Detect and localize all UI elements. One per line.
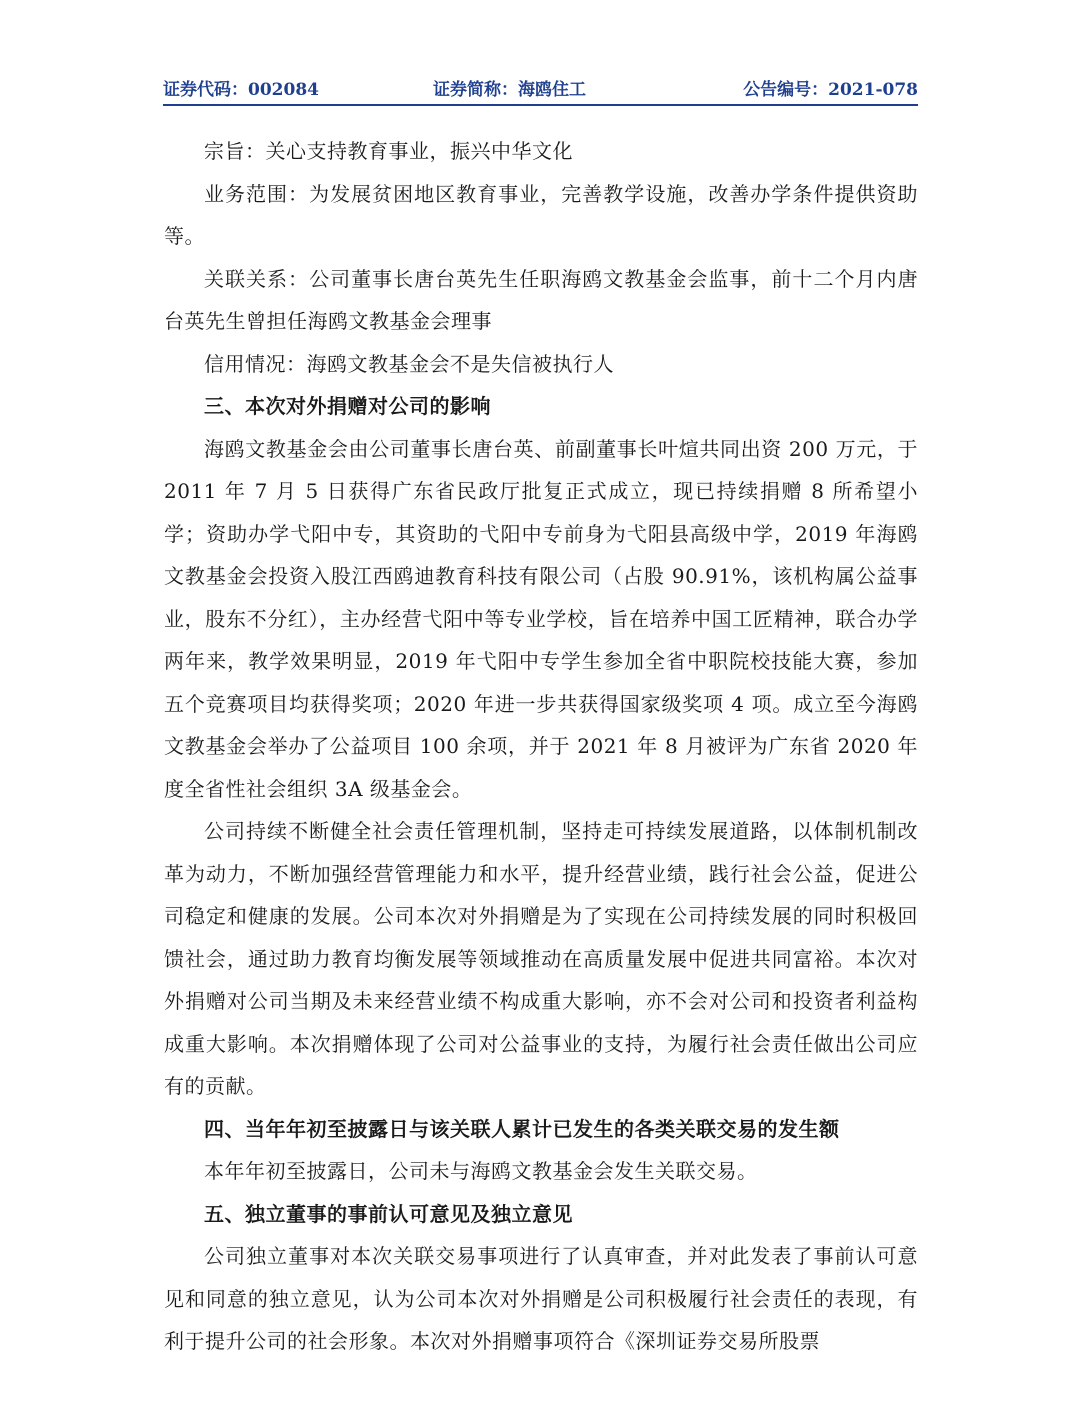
section-3-paragraph-2: 公司持续不断健全社会责任管理机制，坚持走可持续发展道路，以体制机制改革为动力，不断加强经营管理能力和水平，提升经营业绩，践行社会公益，促进公司稳定和健康的发展。公司本次对外捐赠是为了实现在公司持续发展的同时积极回馈社会，通过助力教育均衡发展等领域推动在高质量发展中促进共同富裕。本次对外捐赠对公司当期及未来经营业绩不构成重大影响，亦不会对公司和投资者利益构成重大影响。本次捐赠体现了公司对公益事业的支持，为履行社会责任做出公司应有的贡献。 xyxy=(164,819,918,1098)
section-4-paragraph-1: 本年年初至披露日，公司未与海鸥文教基金会发生关联交易。 xyxy=(204,1159,758,1183)
section-5-heading: 五、独立董事的事前认可意见及独立意见 xyxy=(204,1201,573,1226)
section-3-paragraph-1: 海鸥文教基金会由公司董事长唐台英、前副董事长叶煊共同出资 200 万元，于 2011 年 7 月 5 日获得广东省民政厅批复正式成立，现已持续捐赠 8 所希望小学；资助办学弋阳中专，其资助的弋阳中专前身为弋阳县高级中学，2019 年海鸥文教基金会投资入股江西鸥迪教育科技有限公司（占股 90.91%，该机构属公益事业，股东不分红），主办经营弋阳中等专业学校，旨在培养中国工匠精神，联合办学两年来，教学效果明显，2019 年弋阳中专学生参加全省中职院校技能大赛，参加五个竞赛项目均获得奖项；2020 年进一步共获得国家级奖项 4 项。成立至今海鸥文教基金会举办了公益项目 100 余项，并于 2021 年 8 月被评为广东省 2020 年度全省性社会组织 3A 级基金会。 xyxy=(164,436,918,801)
purpose-paragraph: 宗旨：关心支持教育事业，振兴中华文化 xyxy=(204,139,573,163)
section-4-heading: 四、当年年初至披露日与该关联人累计已发生的各类关联交易的发生额 xyxy=(204,1116,840,1141)
page-header xyxy=(163,78,918,106)
business-scope-paragraph: 业务范围：为发展贫困地区教育事业，完善教学设施，改善办学条件提供资助等。 xyxy=(164,181,918,248)
stock-code: 证券代码：002084 xyxy=(163,80,319,100)
announcement-number: 公告编号：2021-078 xyxy=(743,80,918,100)
credit-paragraph: 信用情况：海鸥文教基金会不是失信被执行人 xyxy=(204,351,614,376)
section-5-paragraph-1: 公司独立董事对本次关联交易事项进行了认真审查，并对此发表了事前认可意见和同意的独立意见，认为公司本次对外捐赠是公司积极履行社会责任的表现，有利于提升公司的社会形象。本次对外捐赠事项符合《深圳证券交易所股票 xyxy=(164,1244,918,1353)
section-3-heading: 三、本次对外捐赠对公司的影响 xyxy=(204,394,491,418)
document-body xyxy=(164,130,918,1363)
stock-short-name: 证券简称：海鸥住工 xyxy=(433,80,586,100)
relation-paragraph: 关联关系：公司董事长唐台英先生任职海鸥文教基金会监事，前十二个月内唐台英先生曾担任海鸥文教基金会理事 xyxy=(164,266,918,333)
